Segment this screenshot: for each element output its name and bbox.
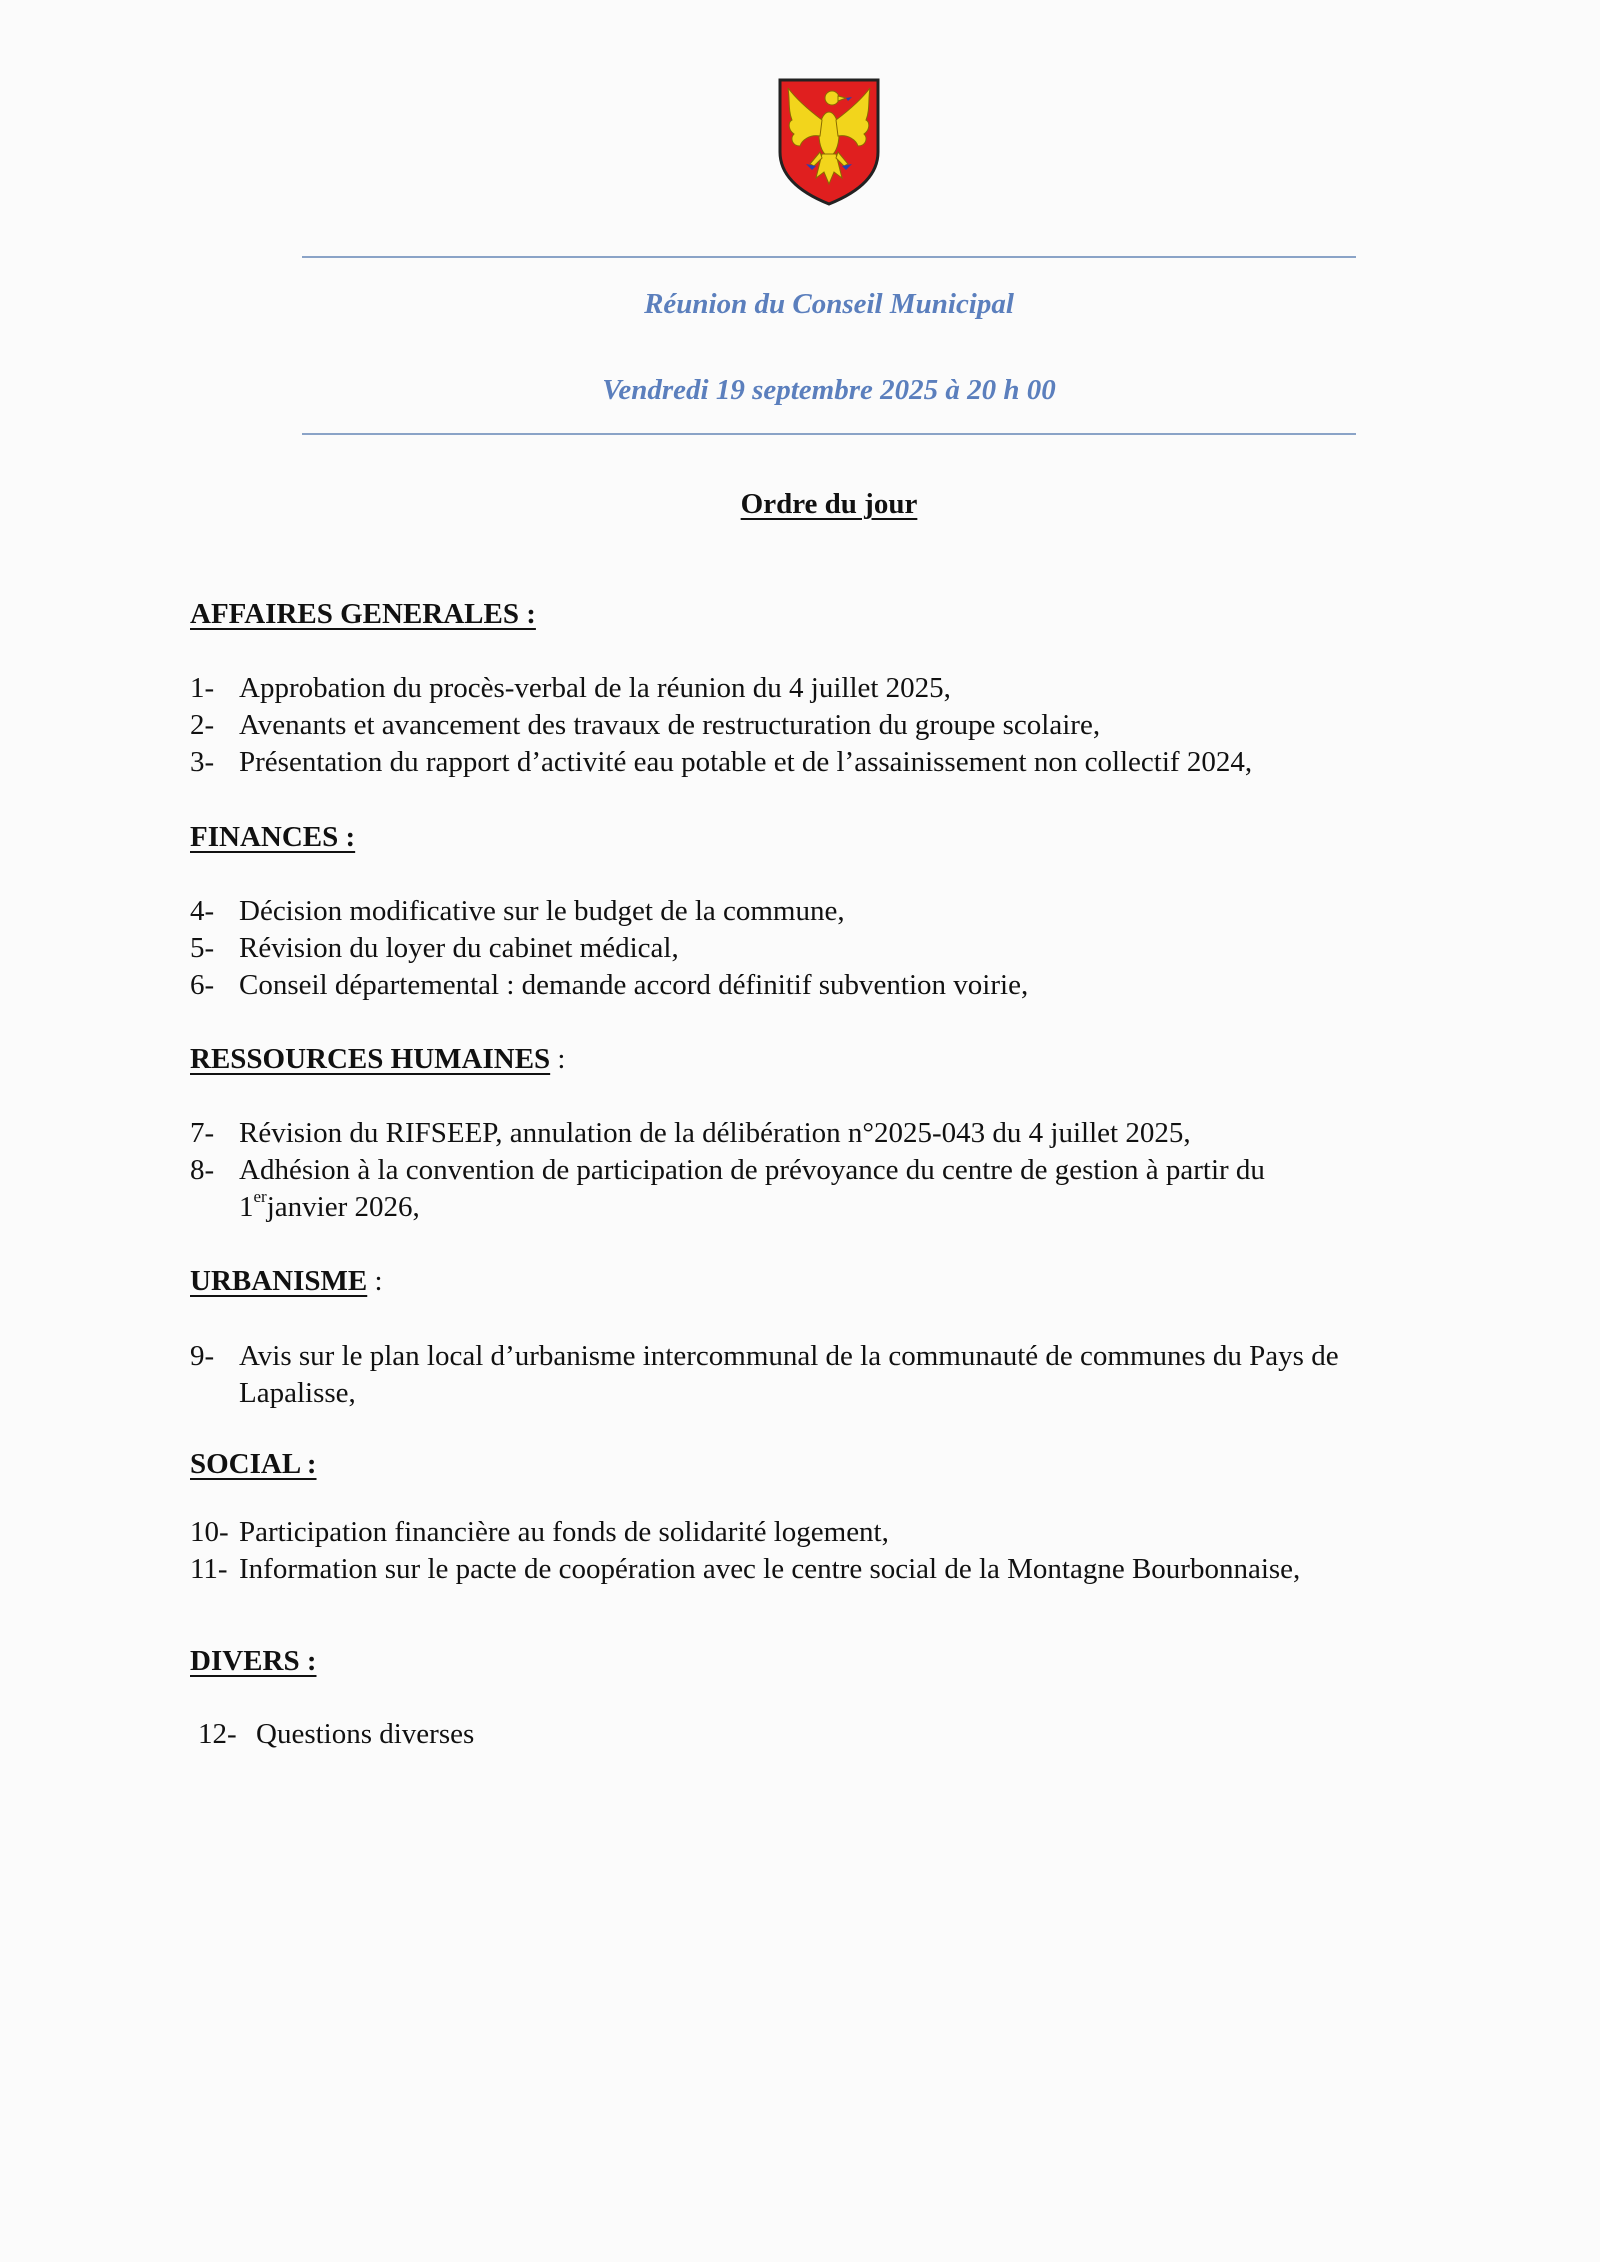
item-number: 2- — [190, 709, 215, 741]
section-heading-general — [190, 596, 536, 632]
item-number: 8- — [190, 1154, 215, 1186]
agenda-title-text: Ordre du jour — [740, 488, 918, 520]
section-heading-urbanisme — [190, 1263, 383, 1299]
item-text: Avenants et avancement des travaux de restructuration du groupe scolaire, — [239, 709, 1101, 741]
header-top-rule — [302, 256, 1356, 258]
section-heading-rh — [190, 1041, 565, 1077]
item-number: 10- — [190, 1516, 229, 1548]
section-heading-finances — [190, 819, 355, 855]
item-text: Conseil départemental : demande accord définitif subvention voirie, — [239, 969, 1029, 1001]
section-label: AFFAIRES GENERALES : — [190, 598, 536, 630]
continued-text: janvier 2026, — [266, 1191, 420, 1223]
item-text: Adhésion à la convention de participation de prévoyance du centre de gestion à partir du — [239, 1154, 1265, 1186]
item-text: Avis sur le plan local d’urbanisme intercommunal de la communauté de communes du Pays de — [239, 1340, 1339, 1372]
section-label: RESSOURCES HUMAINES — [190, 1043, 551, 1075]
ordinal-suffix: er — [253, 1187, 267, 1207]
item-text: Présentation du rapport d’activité eau potable et de l’assainissement non collectif 2024, — [239, 746, 1253, 778]
meeting-title: Réunion du Conseil Municipal — [644, 288, 1014, 320]
item-text: Révision du RIFSEEP, annulation de la délibération n°2025-043 du 4 juillet 2025, — [239, 1117, 1191, 1149]
item-number: 11- — [190, 1553, 228, 1585]
item-number: 4- — [190, 895, 215, 927]
item-text: Questions diverses — [256, 1718, 475, 1750]
ordinal-number: 1 — [239, 1191, 254, 1223]
section-label: SOCIAL : — [190, 1448, 317, 1480]
item-number: 1- — [190, 672, 215, 704]
item-number: 12- — [198, 1718, 237, 1750]
section-heading-social — [190, 1446, 317, 1482]
header-bottom-rule — [302, 433, 1356, 435]
agenda-title — [302, 486, 1356, 522]
item-number: 3- — [190, 746, 215, 778]
section-label: DIVERS : — [190, 1645, 317, 1677]
item-number: 5- — [190, 932, 215, 964]
item-number: 7- — [190, 1117, 215, 1149]
item-number: 6- — [190, 969, 215, 1001]
item-text-continued — [239, 1189, 420, 1226]
section-label: FINANCES : — [190, 821, 356, 853]
item-number: 9- — [190, 1340, 215, 1372]
section-suffix: : — [550, 1043, 566, 1075]
item-text: Information sur le pacte de coopération avec le centre social de la Montagne Bourbonnaise, — [239, 1553, 1301, 1585]
item-text: Approbation du procès-verbal de la réunion du 4 juillet 2025, — [239, 672, 951, 704]
item-text-continued: Lapalisse, — [239, 1377, 356, 1409]
section-label: URBANISME — [190, 1265, 368, 1297]
coat-of-arms-logo — [776, 74, 882, 208]
item-text: Décision modificative sur le budget de la commune, — [239, 895, 845, 927]
section-suffix: : — [367, 1265, 383, 1297]
section-heading-divers — [190, 1643, 317, 1679]
item-text: Participation financière au fonds de solidarité logement, — [239, 1516, 889, 1548]
item-text: Révision du loyer du cabinet médical, — [239, 932, 679, 964]
meeting-date: Vendredi 19 septembre 2025 à 20 h 00 — [602, 374, 1056, 406]
